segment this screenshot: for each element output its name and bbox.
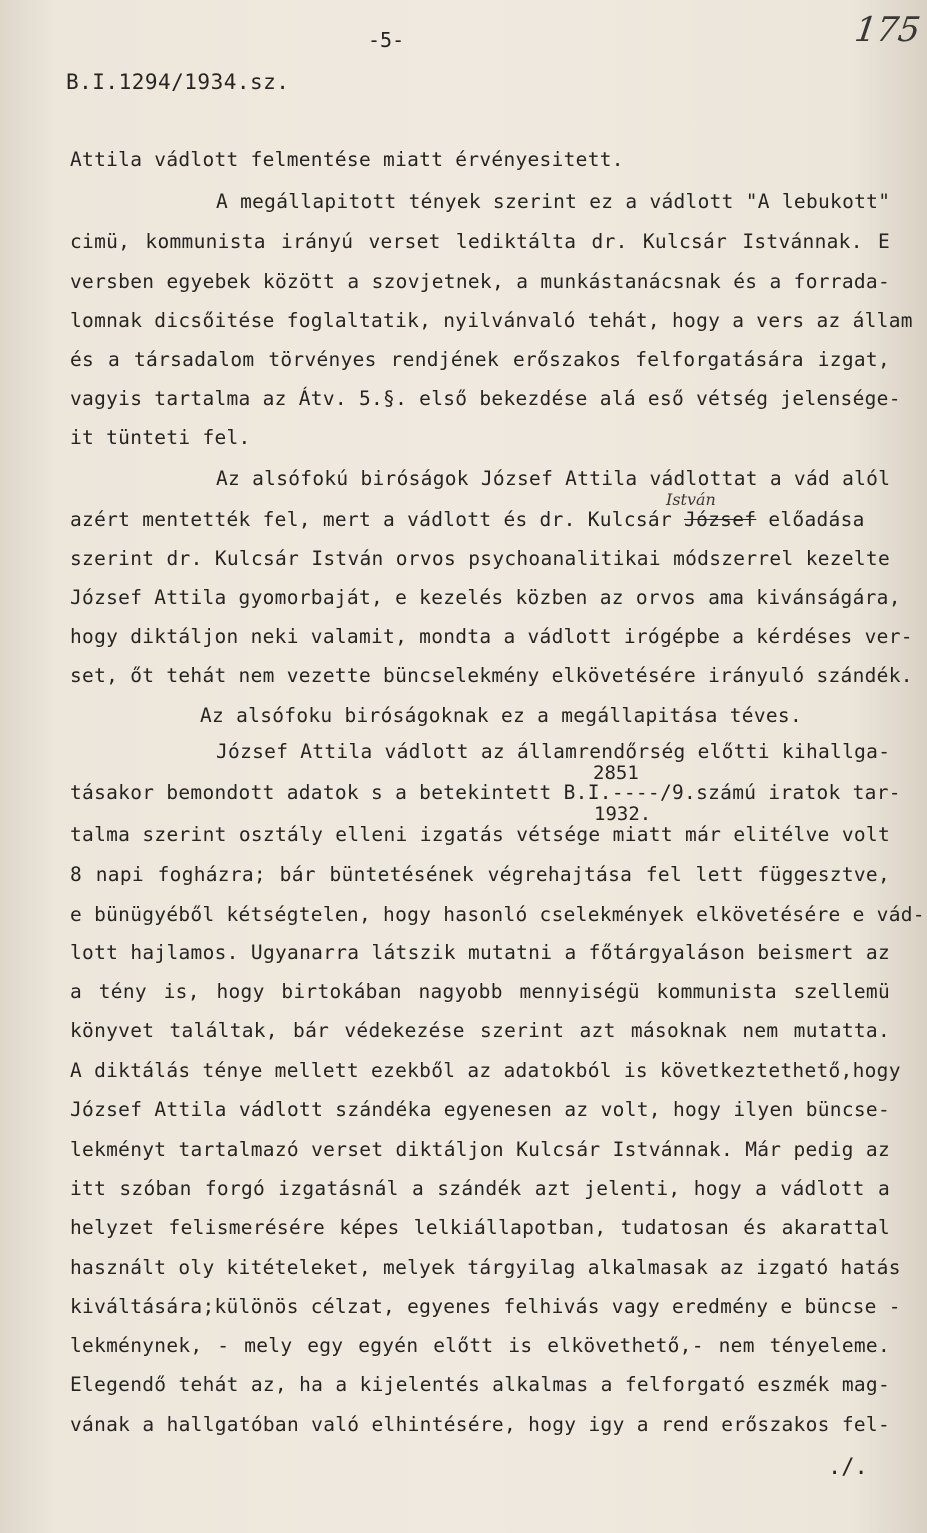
text-line: lekményt tartalmazó verset diktáljon Kulcsár Istvánnak. Már pedig az xyxy=(70,1138,890,1161)
text-line: könyvet találtak, bár védekezése szerint azt másoknak nem mutatta. xyxy=(70,1019,890,1042)
handwritten-correction-istvan: István xyxy=(666,490,716,509)
text-line-with-correction xyxy=(70,510,890,530)
struck-out-word: József xyxy=(684,508,757,531)
page-number: -5- xyxy=(368,28,405,52)
text-line: vagyis tartalma az Átv. 5.§. első bekezdése alá eső vétség jelensége- xyxy=(70,387,901,410)
folio-number-handwritten: 175 xyxy=(852,10,923,50)
reference-fraction-numerator: 2851 xyxy=(593,762,639,784)
text-segment: ----/9.számú iratok tar- xyxy=(611,781,901,804)
text-line: Elegendő tehát az, ha a kijelentés alkalmas a felforgató eszmék mag- xyxy=(70,1373,890,1396)
text-line: a tény is, hogy birtokában nagyobb mennyiségü kommunista szellemü xyxy=(70,980,890,1003)
text-line: József Attila gyomorbaját, e kezelés közben az orvos ama kivánságára, xyxy=(70,586,901,609)
document-reference-number: B.I.1294/1934.sz. xyxy=(66,70,290,94)
text-line: set, őt tehát nem vezette büncselekmény elkövetésére irányuló szándék. xyxy=(70,664,913,687)
text-line: 8 napi fogházra; bár büntetésének végrehajtása fel lett függesztve, xyxy=(70,863,890,886)
text-segment: azért mentették fel, mert a vádlott és dr. Kulcsár xyxy=(70,508,685,531)
text-line: Az alsófoku biróságoknak ez a megállapitása téves. xyxy=(200,704,802,727)
text-line: lomnak dicsőitése foglaltatik, nyilvánvaló tehát, hogy a vers az állam xyxy=(70,309,913,332)
text-line: e bünügyéből kétségtelen, hogy hasonló cselekmények elkövetésére e vád- xyxy=(70,903,925,926)
text-segment: előadása xyxy=(756,508,865,531)
text-line: A diktálás ténye mellett ezekből az adatokból is következtethető,hogy xyxy=(70,1059,901,1082)
text-line: Az alsófokú biróságok József Attila vádlottat a vád alól xyxy=(216,467,891,490)
reference-fraction-denominator: 1932. xyxy=(594,803,652,825)
text-line: József Attila vádlott szándéka egyenesen az volt, hogy ilyen büncse- xyxy=(70,1098,890,1121)
text-segment: tásakor bemondott adatok s a betekintett B.I. xyxy=(70,781,612,804)
text-line: versben egyebek között a szovjetnek, a munkástanácsnak és a forrada- xyxy=(70,270,890,293)
text-line: szerint dr. Kulcsár István orvos psychoanalitikai módszerrel kezelte xyxy=(70,547,890,570)
text-line: lekménynek, - mely egy egyén előtt is elkövethető,- nem tényeleme. xyxy=(70,1334,890,1357)
text-line: hogy diktáljon neki valamit, mondta a vádlott irógépbe a kérdéses ver- xyxy=(70,625,913,648)
text-line: itt szóban forgó izgatásnál a szándék azt jelenti, hogy a vádlott a xyxy=(70,1177,890,1200)
text-line: használt oly kitételeket, melyek tárgyilag alkalmasak az izgató hatás xyxy=(70,1256,901,1279)
text-line: helyzet felismerésére képes lelkiállapotban, tudatosan és akarattal xyxy=(70,1216,890,1239)
text-line: talma szerint osztály elleni izgatás vétsége miatt már elitélve volt xyxy=(70,823,890,846)
text-line: Attila vádlott felmentése miatt érvényesitett. xyxy=(70,148,624,171)
text-line: vának a hallgatóban való elhintésére, hogy igy a rend erőszakos fel- xyxy=(70,1413,890,1436)
continuation-mark: ./. xyxy=(828,1455,868,1480)
text-line: lott hajlamos. Ugyanarra látszik mutatni a főtárgyaláson beismert az xyxy=(70,941,890,964)
text-line: A megállapitott tények szerint ez a vádlott "A lebukott" xyxy=(216,190,891,213)
text-line: cimü, kommunista irányú verset lediktálta dr. Kulcsár Istvánnak. E xyxy=(70,230,890,253)
text-line: és a társadalom törvényes rendjének erőszakos felforgatására izgat, xyxy=(70,348,890,371)
text-line: kiváltására;különös célzat, egyenes felhivás vagy eredmény e büncse - xyxy=(70,1295,901,1318)
text-line: József Attila vádlott az államrendőrség előtti kihallga- xyxy=(216,740,891,763)
text-line-with-fraction xyxy=(70,781,901,804)
text-line: it tünteti fel. xyxy=(70,426,251,449)
